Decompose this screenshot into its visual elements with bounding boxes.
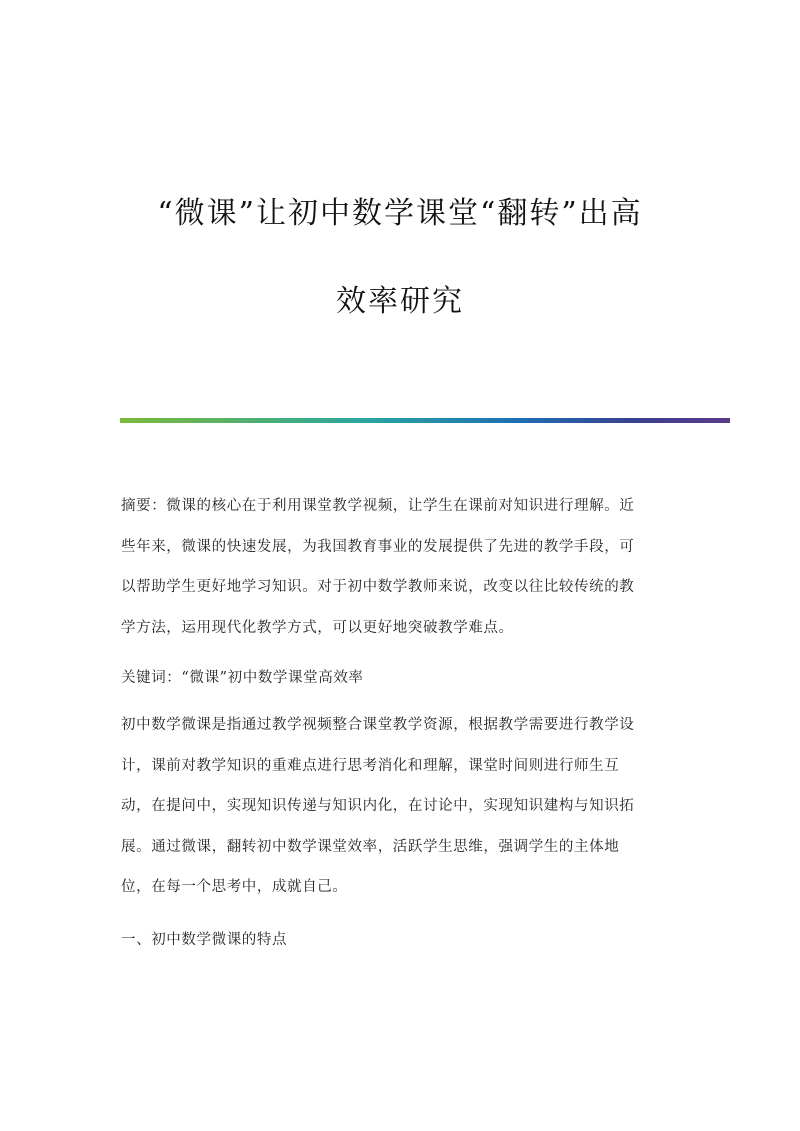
- document-title-line-2: 效率研究: [336, 284, 464, 319]
- intro-line: 位，在每一个思考中，成就自己。: [121, 879, 348, 895]
- intro-line: 计，课前对教学知识的重难点进行思考消化和理解，课堂时间则进行师生互: [121, 757, 620, 774]
- abstract-line: 摘要：微课的核心在于利用课堂教学视频，让学生在课前对知识进行理解。近: [121, 498, 635, 514]
- section-heading-text: 一、初中数学微课的特点: [121, 932, 288, 948]
- intro-line: 动，在提问中，实现知识传递与知识内化，在讨论中，实现知识建构与知识拓: [121, 798, 635, 814]
- document-title-line-1: “微课”让初中数学课堂“翻转”出高: [157, 196, 643, 231]
- abstract-paragraph: [121, 486, 681, 648]
- section-heading: [121, 920, 681, 961]
- abstract-line: 些年来，微课的快速发展，为我国教育事业的发展提供了先进的教学手段，可: [121, 538, 635, 555]
- keywords-line: 关键词：“微课”初中数学课堂高效率: [121, 670, 364, 686]
- keywords-paragraph: [121, 658, 681, 699]
- intro-paragraph: [121, 705, 681, 908]
- intro-line: 初中数学微课是指通过教学视频整合课堂教学资源，根据教学需要进行教学设: [121, 717, 635, 733]
- intro-line: 展。通过微课，翻转初中数学课堂效率，活跃学生思维，强调学生的主体地: [121, 838, 620, 855]
- abstract-line: 以帮助学生更好地学习知识。对于初中数学教师来说，改变以往比较传统的教: [121, 579, 635, 595]
- title-divider: [120, 418, 730, 423]
- abstract-line: 学方法，运用现代化教学方式，可以更好地突破教学难点。: [121, 619, 514, 636]
